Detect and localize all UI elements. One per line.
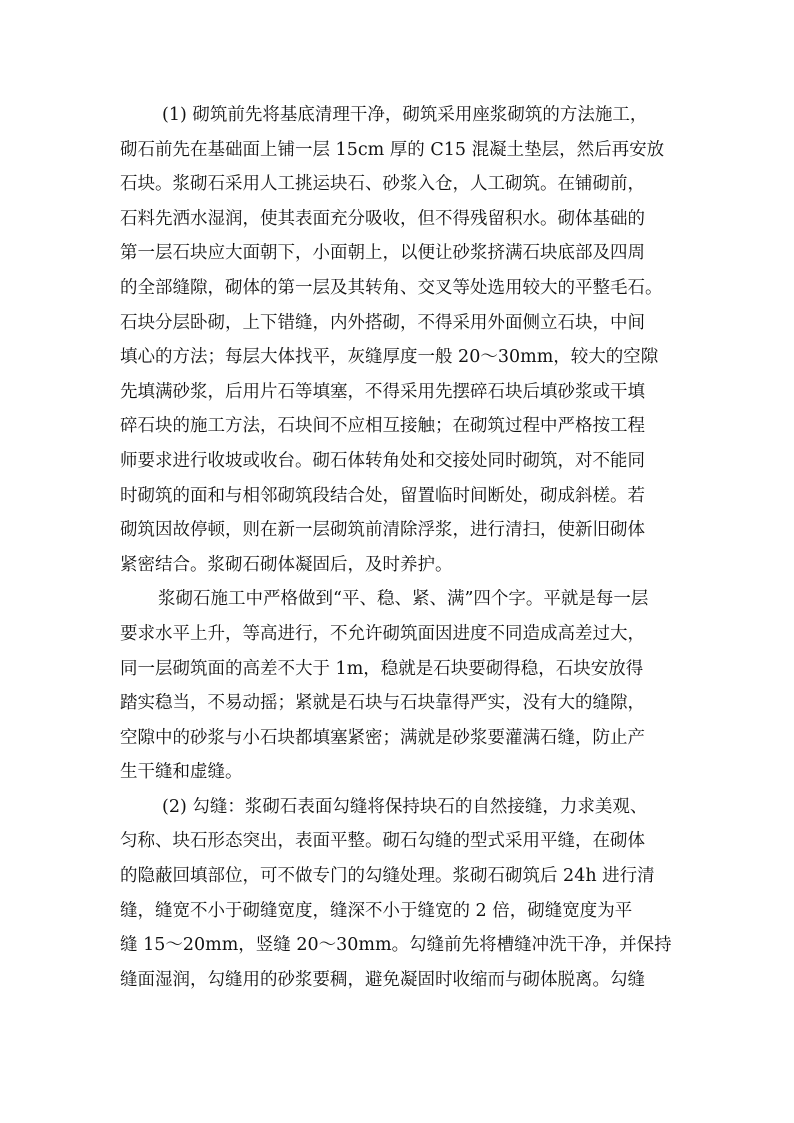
text-line: 踏实稳当，不易动摇；紧就是石块与石块靠得严实，没有大的缝隙， bbox=[120, 693, 645, 714]
text-line: 石块分层卧砌，上下错缝，内外搭砌，不得采用外面侧立石块，中间 bbox=[120, 312, 645, 333]
text-line: 石块。浆砌石采用人工挑运块石、砂浆入仓，人工砌筑。在铺砌前， bbox=[120, 174, 645, 195]
document-body bbox=[120, 98, 680, 997]
text-line: 第一层石块应大面朝下，小面朝上，以便让砂浆挤满石块底部及四周 bbox=[120, 243, 645, 264]
text-line: 师要求进行收坡或收台。砌石体转角处和交接处同时砌筑，对不能同 bbox=[120, 450, 645, 471]
text-line: 砌筑因故停顿，则在新一层砌筑前清除浮浆，进行清扫，使新旧砌体 bbox=[120, 520, 645, 541]
text-line: 先填满砂浆，后用片石等填塞，不得采用先摆碎石块后填砂浆或干填 bbox=[120, 381, 645, 402]
text-line: 生干缝和虚缝。 bbox=[120, 762, 243, 783]
text-line: 匀称、块石形态突出，表面平整。砌石勾缝的型式采用平缝，在砌体 bbox=[120, 831, 645, 852]
text-line: 浆砌石施工中严格做到“平、稳、紧、满”四个字。平就是每一层 bbox=[158, 589, 649, 610]
text-line: 石料先洒水湿润，使其表面充分吸收，但不得残留积水。砌体基础的 bbox=[120, 208, 645, 229]
text-line: 空隙中的砂浆与小石块都填塞紧密；满就是砂浆要灌满石缝，防止产 bbox=[120, 727, 645, 748]
text-line: 紧密结合。浆砌石砌体凝固后，及时养护。 bbox=[120, 554, 453, 575]
text-line: 时砌筑的面和与相邻砌筑段结合处，留置临时间断处，砌成斜槎。若 bbox=[120, 485, 645, 506]
text-line: 同一层砌筑面的高差不大于 1m，稳就是石块要砌得稳，石块安放得 bbox=[120, 658, 644, 679]
text-line: 缝，缝宽不小于砌缝宽度，缝深不小于缝宽的 2 倍，砌缝宽度为平 bbox=[120, 900, 633, 921]
text-line: 缝面湿润，勾缝用的砂浆要稠，避免凝固时收缩而与砌体脱离。勾缝 bbox=[120, 969, 645, 990]
text-line: 填心的方法；每层大体找平，灰缝厚度一般 20～30mm，较大的空隙 bbox=[120, 347, 659, 368]
text-line: 砌石前先在基础面上铺一层 15cm 厚的 C15 混凝土垫层，然后再安放 bbox=[120, 139, 665, 160]
text-line: 碎石块的施工方法，石块间不应相互接触；在砌筑过程中严格按工程 bbox=[120, 416, 645, 437]
text-line: (2) 勾缝：浆砌石表面勾缝将保持块石的自然接缝，力求美观、 bbox=[162, 796, 648, 817]
text-line: (1) 砌筑前先将基底清理干净，砌筑采用座浆砌筑的方法施工， bbox=[162, 105, 648, 125]
text-line: 的全部缝隙，砌体的第一层及其转角、交叉等处选用较大的平整毛石。 bbox=[120, 277, 663, 298]
text-line: 的隐蔽回填部位，可不做专门的勾缝处理。浆砌石砌筑后 24h 进行清 bbox=[120, 866, 655, 887]
text-line: 缝 15～20mm，竖缝 20～30mm。勾缝前先将槽缝冲洗干净，并保持 bbox=[120, 935, 672, 956]
text-line: 要求水平上升，等高进行，不允许砌筑面因进度不同造成高差过大， bbox=[120, 623, 645, 644]
